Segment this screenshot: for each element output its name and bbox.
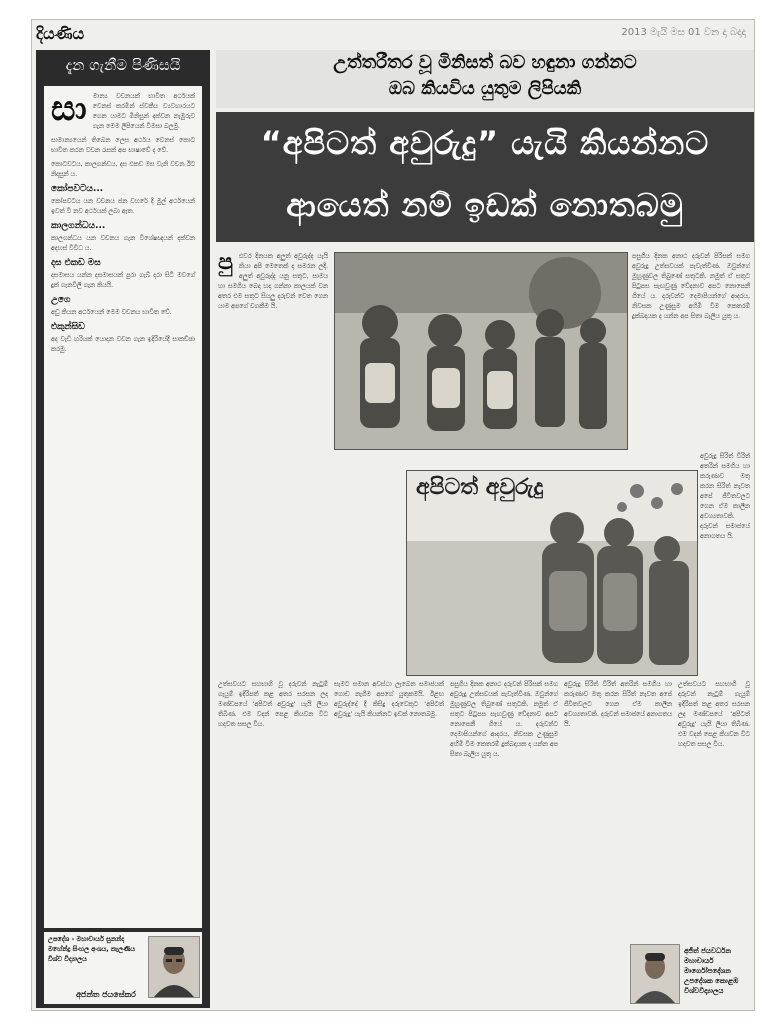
banner-photo bbox=[406, 470, 698, 676]
article-body bbox=[216, 248, 754, 1008]
main-article bbox=[216, 50, 754, 1008]
side-column bbox=[36, 50, 210, 1008]
article-column: පසුගිය දිනක අනාථ දරුවන් පිරිසක් සමග අවුරුදු උත්සවයක් පැවැත්විණ. ඔවුන්ගේ මුහුණුවල තිබුණේ සතුටකි. නමුත් ඒ සතුට පිටුපස සැඟවුණු වේදනාව අපට නොපෙනී ගියේ ය. දරුවන්ට දෙමාපියන්ගේ ආදරය, නිවසක උණුසුම අහිමි වීම කෙතරම් දුක්ඛදායක ද යන්න අප සිතා බැලිය යුතු ය. bbox=[632, 253, 750, 320]
article-lead: ළුවර දිනයක අලුත් අවුරුද්ද යැයි කියා අපි මෙතෙක් ද සමරන ලදී. අලුත් අවුරුද්ද යනු සතුට, සාමය හා සමගිය බෙදා හදා ගන්නා කාලයක් වන අතර එම සතුට සියලු දරුවන් වෙත ගෙන යාම අපගේ වගකීම යි. bbox=[218, 253, 328, 310]
column-paragraph: කොටවටය, කාලගන්ඩය, දස එකඩ මස වැනි වචන ඊට නිදසුන් ය. bbox=[51, 161, 195, 178]
column-paragraph: සාමාන්‍යයෙන් තිබෙන ලෙස අර්ථය වෙනස් කොට භාවිත කරන වචන රැසක් අප භාෂාවේ ද වේ. bbox=[51, 137, 195, 154]
page-header bbox=[32, 20, 754, 48]
column-subhead: එකුන්සිඩ bbox=[51, 322, 85, 332]
article-column bbox=[218, 252, 328, 672]
headline bbox=[216, 112, 754, 242]
column-subhead: කාලගන්ධය... bbox=[51, 221, 106, 231]
headline-line: ආයෙත් නම් ඉඩක් නොතබමු bbox=[286, 186, 684, 224]
article-column: උත්සවයට සහභාගි වූ දරුවන් නැටුම් ගැයුම් ඉදිරිපත් කළ අතර සරසන ලද මණ්ඩපයේ ‘අපිටත් අවුරුදු’ යැයි ලියා තිබිණ. එම වදන් පෙළ කියවන විට හදවත සසල විය. bbox=[678, 681, 750, 748]
column-author: අජන්ත ජයසේකර bbox=[76, 990, 136, 999]
column-paragraph: අද වැඩි හරියක් යොදන වචන ගැන ඉදිරියේදී සාකච්ඡා කරමු. bbox=[51, 336, 195, 353]
dateline: 2013 මැයි මස 01 වන දා බදාදා bbox=[621, 27, 746, 38]
children-photo bbox=[334, 252, 628, 450]
column-subhead: කෝපවටය... bbox=[51, 184, 104, 194]
photo-banner-text: අපිටත් අවුරුදු bbox=[416, 474, 544, 500]
kicker-line: උත්තරීතර වූ මිනිසත් බව හඳුනා ගන්නට bbox=[333, 52, 637, 73]
column-paragraph: මාන්‍ය වචනයක් භාවිත අර්ථයක් වෙනස් කරමින් ස්වකීය ව්‍යවහාරයට ගෙන යාමට මිනිසුන් දක්වන නැඹුරුව ගැන මෙම ලිපියෙන් විමසා බලමු. bbox=[92, 93, 195, 130]
article-column: අවුරුදු සිරිත් විරිත් අතරින් සමගිය හා කරුණාව මතු කරන සිරිත් නැවත අපේ ජීවිතවලට ගෙන ඒම කාලීන අවශ්‍යතාවකි. දරුවන් සමාජයේ අනාගතය යි. bbox=[700, 453, 750, 540]
column-dropcap: සා bbox=[51, 89, 87, 129]
article-column: උත්සවයට සහභාගි වූ දරුවන් නැටුම් ගැයුම් ඉදිරිපත් කළ අතර සරසන ලද මණ්ඩපයේ ‘අපිටත් අවුරුදු’ යැයි ලියා තිබිණ. එම වදන් පෙළ කියවන විට හදවත සසල විය. bbox=[218, 681, 328, 728]
article-dropcap: පු bbox=[218, 252, 233, 275]
author-portrait bbox=[630, 944, 680, 1004]
column-paragraph: කෝපවටය යන වචනය ජන වහරේ දී මුල් අර්ථයෙන් ඉවත් වී නව අර්ථයක් ලබා ඇත. bbox=[51, 198, 195, 215]
column-subhead: දස එකඩ මස bbox=[51, 258, 101, 268]
column-paragraph: කාලගන්ධය යන වචනය ගැන විශේෂඥයන් දක්වන අදහස් විවිධ ය. bbox=[51, 235, 195, 252]
section-name: දියණිය bbox=[36, 24, 85, 43]
column-title: දැන ගැනීම පිණිසයි bbox=[65, 56, 181, 74]
column-paragraph: අඩු කියන අර්ථයෙන් මෙම වචනය භාවිත වේ. bbox=[51, 309, 172, 316]
column-paragraph: දසමාසය යන්න දසමාසයක් පුරා ගැබ් දරා සිටි මවගේ දුක් ගැනවිලි ගැන කියයි. bbox=[51, 272, 195, 289]
article-byline: අජිත් ජයවර්ධන මහාචාර්ය මාර්ගෝපදේශන උපදේශක කොළඹ විශ්වවිද්‍යාලය bbox=[684, 947, 739, 995]
article-column: සැමට සමාන අවස්ථා ලැබෙන සමාජයක් ගොඩ නැගීම අපගේ යුතුකමයි. ඊළඟ අවුරුද්දේ දී කිසිදු දරුවෙකුට ‘අපිටත් අවුරුදු’ යැයි කියන්නට ඉඩක් නොතබමු. bbox=[334, 681, 444, 718]
column-subhead: උගෙ bbox=[51, 295, 71, 305]
column-body bbox=[44, 86, 202, 928]
contributor-text: උපදේශ - මහාචාර්ය සුනන්ද මහේන්ද්‍ර සිංහල අංශය, කැලණිය විශ්ව විද්‍යාලය bbox=[48, 935, 136, 963]
headline-line: “අපිටත් අවුරුදු” යැයි කියන්නට bbox=[260, 124, 710, 162]
article-column: පසුගිය දිනක අනාථ දරුවන් පිරිසක් සමග අවුරුදු උත්සවයක් පැවැත්විණ. ඔවුන්ගේ මුහුණුවල තිබුණේ සතුටකි. නමුත් ඒ සතුට පිටුපස සැඟවුණු වේදනාව අපට නොපෙනී ගියේ ය. දරුවන්ට දෙමාපියන්ගේ ආදරය, නිවසක උණුසුම අහිමි වීම කෙතරම් දුක්ඛදායක ද යන්න අප සිතා බැලිය යුතු ය. bbox=[450, 681, 558, 758]
contributor-portrait bbox=[148, 936, 200, 998]
kicker-line: ඔබ කියවිය යුතුම ලිපියකි bbox=[388, 78, 582, 99]
article-column: අවුරුදු සිරිත් විරිත් අතරින් සමගිය හා කරුණාව මතු කරන සිරිත් නැවත අපේ ජීවිතවලට ගෙන ඒම කාලීන අවශ්‍යතාවකි. දරුවන් සමාජයේ අනාගතය යි. bbox=[564, 681, 672, 728]
newspaper-page bbox=[32, 20, 754, 1010]
kicker bbox=[216, 50, 754, 108]
